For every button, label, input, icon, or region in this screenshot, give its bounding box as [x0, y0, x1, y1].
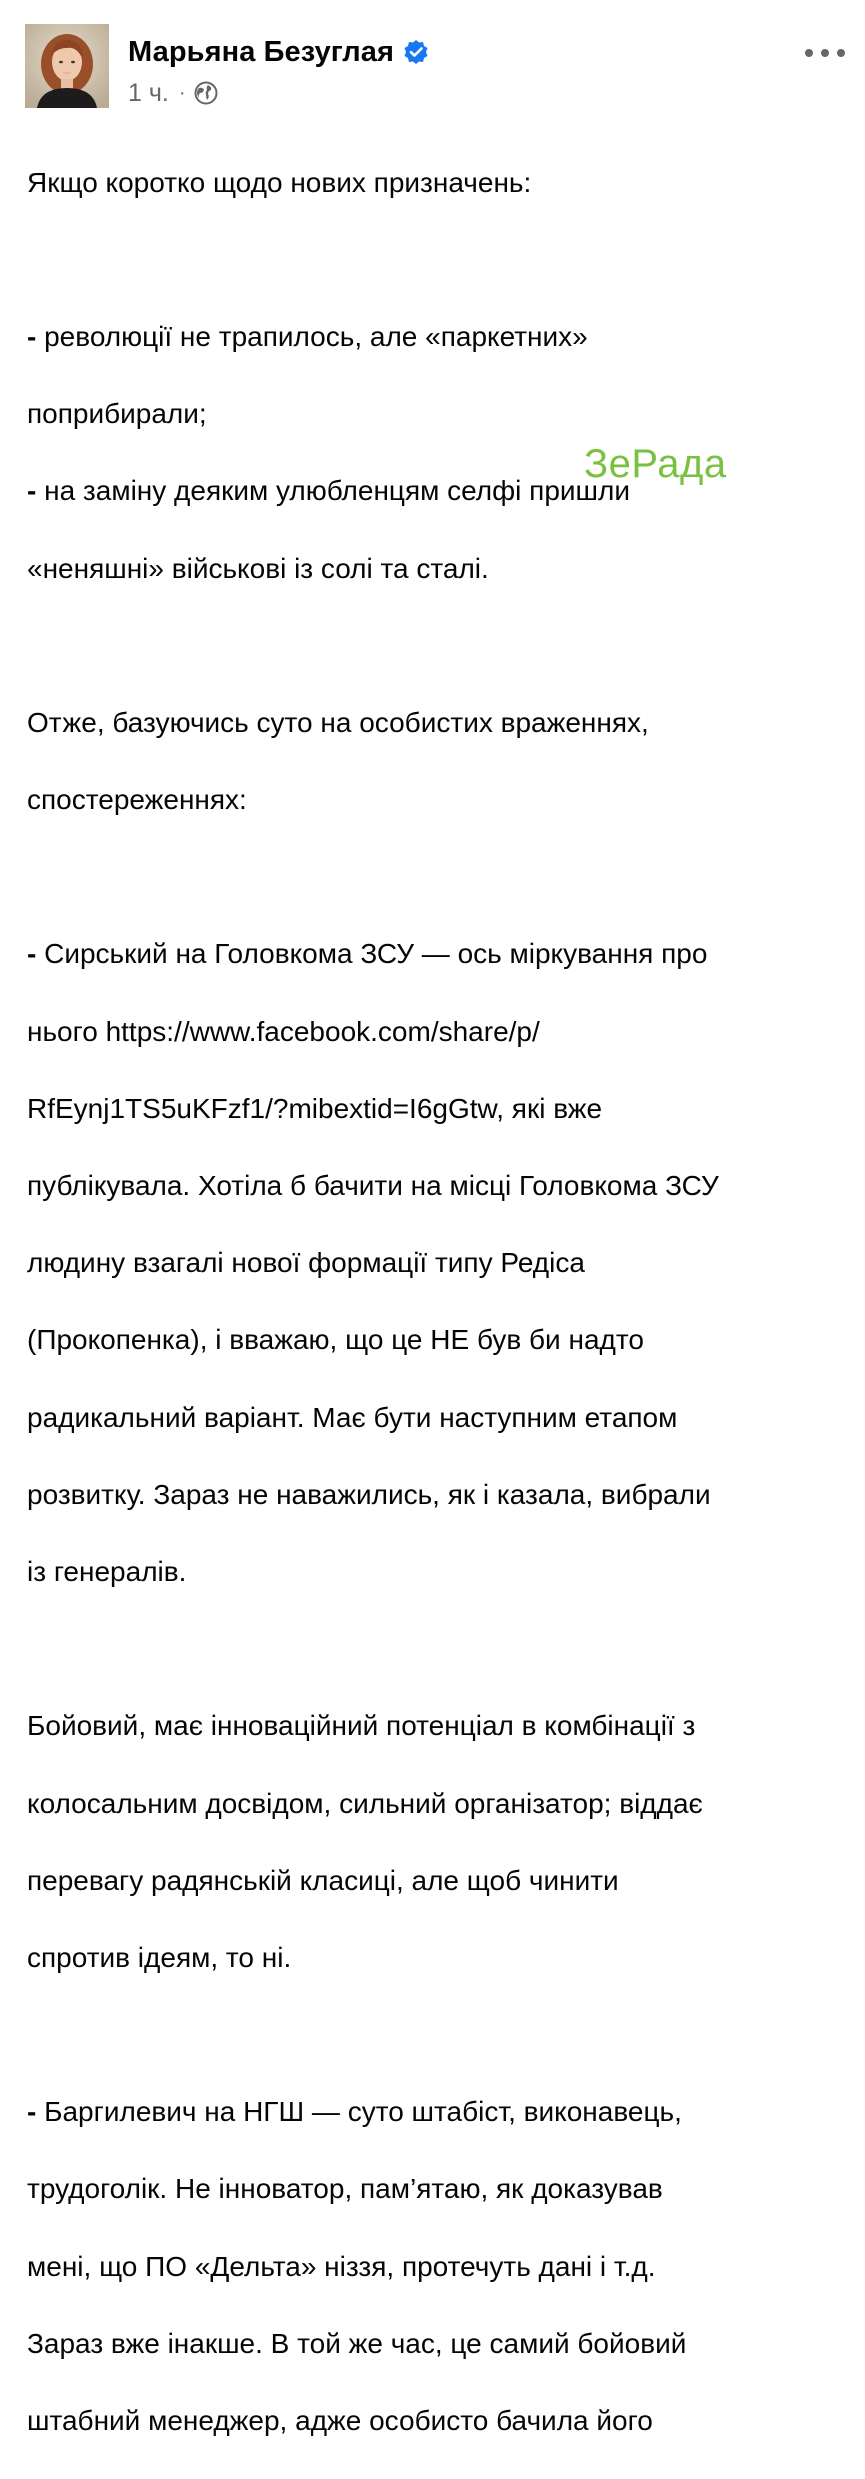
post-line	[27, 241, 837, 280]
post-line: трудоголік. Не інноватор, пам’ятаю, як доказував	[27, 2173, 663, 2205]
post-header	[25, 24, 845, 114]
globe-icon[interactable]	[194, 81, 218, 105]
bullet-dash: -	[27, 2096, 37, 2128]
meta-separator: ·	[178, 81, 186, 104]
post-line	[27, 2016, 837, 2055]
post-line: із генералів.	[27, 1555, 187, 1587]
verified-badge-icon	[403, 39, 429, 65]
post-line: - революції не трапилось, але «паркетних»	[27, 320, 588, 352]
post-line: (Прокопенка), і вважаю, що це НЕ був би надто	[27, 1324, 644, 1356]
bullet-dash: -	[27, 320, 37, 352]
post-line: - Баргилевич на НГШ — суто штабіст, виконавець,	[27, 2096, 682, 2128]
post-line: Якщо коротко щодо нових призначень:	[27, 166, 532, 198]
more-dot	[805, 49, 813, 57]
bullet-dash: -	[27, 475, 37, 507]
post-link-line[interactable]: RfEynj1TS5uKFzf1/?mibextid=I6gGtw, які вже	[27, 1092, 603, 1124]
post-line: спостереженнях:	[27, 784, 247, 816]
post-line: спротив ідеям, то ні.	[27, 1941, 292, 1973]
author-block	[128, 32, 429, 108]
more-options-icon[interactable]	[805, 38, 845, 68]
post-line: колосальним досвідом, сильний організатор; віддає	[27, 1787, 703, 1819]
post-line: «неняшні» військові із солі та сталі.	[27, 552, 489, 584]
author-row	[128, 32, 429, 72]
bullet-dash: -	[27, 938, 37, 970]
post-meta	[128, 78, 429, 108]
more-dot	[821, 49, 829, 57]
author-name[interactable]: Марьяна Безуглая	[128, 35, 395, 68]
post-line: - Сирський на Головкома ЗСУ — ось міркування про	[27, 938, 708, 970]
post-line: мені, що ПО «Дельта» ніззя, протечуть дані і т.д.	[27, 2250, 656, 2282]
post-line	[27, 1630, 837, 1669]
post-line: поприбирали;	[27, 398, 207, 430]
post-line: - на заміну деяким улюбленцям селфі пришли	[27, 475, 630, 507]
post-line: Бойовий, має інноваційний потенціал в комбінації з	[27, 1710, 696, 1742]
author-avatar[interactable]	[25, 24, 109, 108]
post-line: людину взагалі нової формації типу Редіса	[27, 1247, 585, 1279]
post-line: Отже, базуючись суто на особистих враженнях,	[27, 706, 649, 738]
post-line: радикальний варіант. Має бути наступним етапом	[27, 1401, 678, 1433]
post-line	[27, 858, 837, 897]
watermark: ЗеРада	[584, 442, 727, 486]
more-dot	[837, 49, 845, 57]
post-line: перевагу радянській класиці, але щоб чинити	[27, 1864, 619, 1896]
post-link-line[interactable]: нього https://www.facebook.com/share/p/	[27, 1015, 540, 1047]
post-line: публікувала. Хотіла б бачити на місці Головкома ЗСУ	[27, 1170, 719, 1202]
profile-photo	[25, 24, 109, 108]
post-line: розвитку. Зараз не наважились, як і казала, вибрали	[27, 1478, 711, 1510]
post-time[interactable]: 1 ч.	[128, 78, 169, 107]
post-line: Зараз вже інакше. В той же час, це самий бойовий	[27, 2327, 687, 2359]
post-line: штабний менеджер, адже особисто бачила його	[27, 2405, 653, 2437]
post-line	[27, 627, 837, 666]
